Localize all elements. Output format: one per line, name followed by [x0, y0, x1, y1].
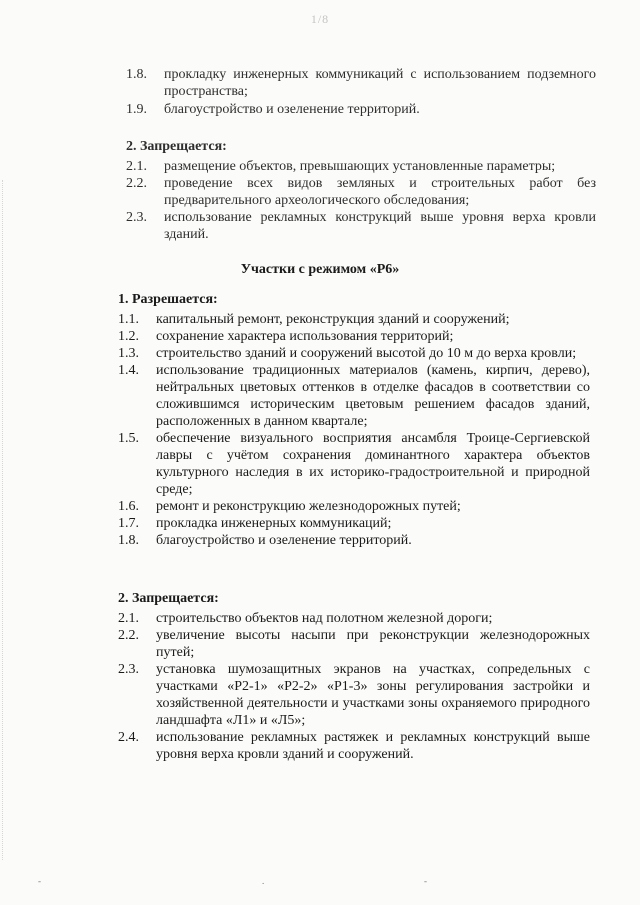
- item-text: капитальный ремонт, реконструкция зданий и сооружений;: [156, 312, 510, 327]
- list-item: [126, 209, 596, 243]
- list-item: [118, 661, 590, 729]
- section-heading: 2. Запрещается:: [126, 139, 227, 154]
- list-item: [118, 498, 590, 515]
- item-text: использование рекламных растяжек и рекламных конструкций выше уровня верха кровли зданий и сооружений.: [156, 730, 590, 762]
- list-item: [126, 66, 596, 100]
- item-number: 1.2.: [118, 329, 139, 344]
- section-title: Участки с режимом «Р6»: [240, 262, 400, 277]
- list-item: [126, 158, 596, 175]
- item-number: 1.5.: [118, 431, 139, 446]
- r6-prohibited: [118, 590, 590, 763]
- item-text: обеспечение визуального восприятия ансамбля Троице-Сергиевской лавры с учётом сохранения доминантного характера объектов культурного наследия в их историко-градостроительной и природной среде;: [156, 431, 590, 497]
- list-item: [118, 515, 590, 532]
- item-number: 2.1.: [126, 159, 147, 174]
- item-text: прокладку инженерных коммуникаций с использованием подземного пространства;: [164, 67, 596, 99]
- list-item: [126, 101, 596, 118]
- r6-allowed: [118, 291, 590, 549]
- item-text: увеличение высоты насыпи при реконструкции железнодорожных путей;: [156, 628, 590, 660]
- item-number: 2.3.: [126, 210, 147, 225]
- item-text: благоустройство и озеленение территорий.: [156, 533, 412, 548]
- r5-prohibited: [126, 138, 596, 243]
- r5-allowed-continued: [126, 66, 596, 118]
- item-number: 1.1.: [118, 312, 139, 327]
- scan-bottom-artifacts: - . -: [38, 876, 427, 886]
- item-number: 2.1.: [118, 611, 139, 626]
- item-text: использование традиционных материалов (камень, кирпич, дерево), нейтральных цветовых оттенков в отделке фасадов в соответствии со сложившимся историческим цветовым решением фасадов зданий, расположенных в данном квартале;: [156, 363, 590, 429]
- item-number: 1.8.: [126, 67, 147, 82]
- item-text: благоустройство и озеленение территорий.: [164, 102, 420, 117]
- item-number: 2.2.: [126, 176, 147, 191]
- list-item: [118, 311, 590, 328]
- list-item: [126, 175, 596, 209]
- item-text: размещение объектов, превышающих установленные параметры;: [164, 159, 556, 174]
- item-number: 2.2.: [118, 628, 139, 643]
- list-item: [118, 328, 590, 345]
- list-item: [118, 532, 590, 549]
- item-number: 1.7.: [118, 516, 139, 531]
- scan-margin-artifact: [2, 180, 6, 860]
- item-text: проведение всех видов земляных и строительных работ без предварительного археологического обследования;: [164, 176, 596, 208]
- item-text: установка шумозащитных экранов на участках, сопредельных с участками «Р2-1» «Р2-2» «Р1-3» зоны регулирования застройки и хозяйственной деятельности и участками зоны охраняемого природного ландшафта «Л1» и «Л5»;: [156, 662, 590, 728]
- item-text: ремонт и реконструкцию железнодорожных путей;: [156, 499, 461, 514]
- item-number: 1.8.: [118, 533, 139, 548]
- item-text: строительство объектов над полотном железной дороги;: [156, 611, 493, 626]
- section-heading: 1. Разрешается:: [118, 292, 218, 307]
- item-number: 1.9.: [126, 102, 147, 117]
- list-item: [118, 610, 590, 627]
- item-number: 2.3.: [118, 662, 139, 677]
- list-item: [118, 362, 590, 430]
- item-number: 2.4.: [118, 730, 139, 745]
- section-heading: 2. Запрещается:: [118, 591, 219, 606]
- page-number: 1/8: [310, 12, 330, 26]
- item-text: использование рекламных конструкций выше уровня верха кровли зданий.: [164, 210, 596, 242]
- item-number: 1.6.: [118, 499, 139, 514]
- item-number: 1.3.: [118, 346, 139, 361]
- item-text: сохранение характера использования территорий;: [156, 329, 454, 344]
- list-item: [118, 729, 590, 763]
- item-number: 1.4.: [118, 363, 139, 378]
- item-text: прокладка инженерных коммуникаций;: [156, 516, 392, 531]
- list-item: [118, 430, 590, 498]
- list-item: [118, 345, 590, 362]
- list-item: [118, 627, 590, 661]
- item-text: строительство зданий и сооружений высотой до 10 м до верха кровли;: [156, 346, 577, 361]
